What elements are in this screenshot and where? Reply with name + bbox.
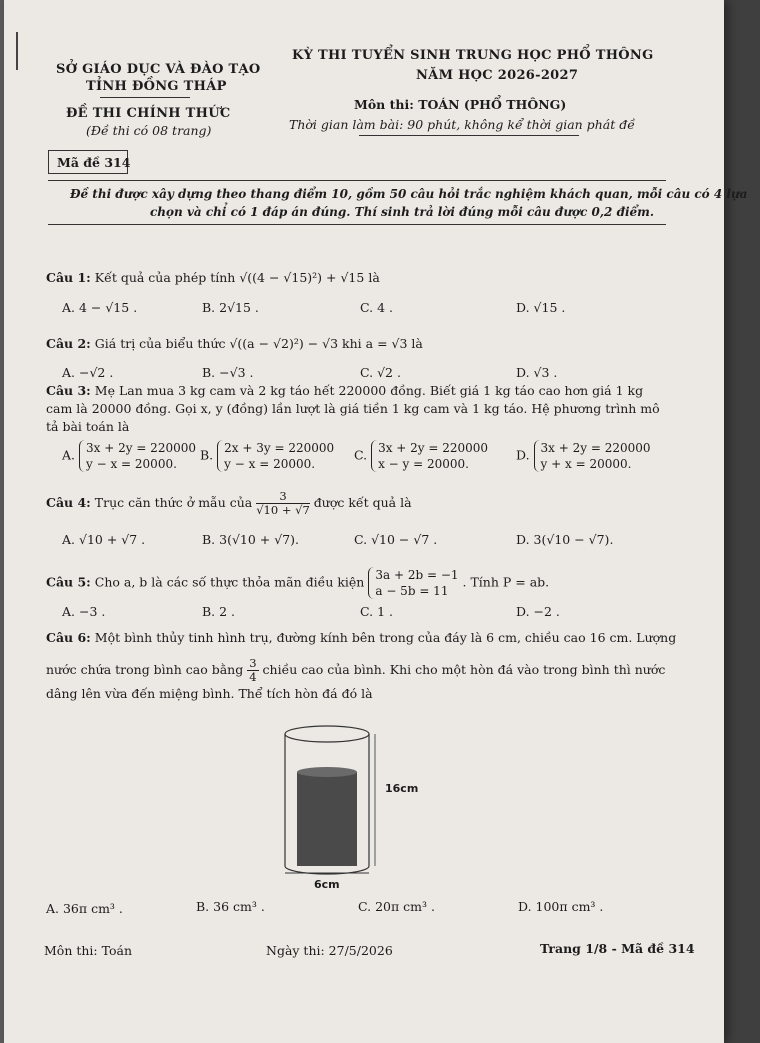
question-number: Câu 2: [46,336,91,351]
diameter-label: 6cm [314,878,340,891]
equation-1: 3x + 2y = 220000 [378,441,489,455]
equation-system [368,567,458,599]
equation-2: x − y = 20000. [378,457,469,471]
question-text: Giá trị của biểu thức √((a − √2)²) − √3 khi a = √3 là [94,336,423,351]
q2-option-c[interactable]: C. √2 . [360,365,401,380]
question-4 [46,490,412,517]
question-text: Mẹ Lan mua 3 kg cam và 2 kg táo hết 220000 đồng. Biết giá 1 kg táo cao hơn giá 1 kg [94,383,644,398]
q2-option-d[interactable]: D. √3 . [516,365,558,380]
header-official: ĐỀ THI CHÍNH THỨC [66,106,231,121]
equation-system [217,440,334,472]
question-number: Câu 1: [46,270,91,285]
subject: Môn thi: TOÁN (PHỔ THÔNG) [354,97,567,112]
question-2 [46,336,423,351]
option-letter: D. [516,447,530,463]
equation-1: 3x + 2y = 220000 [540,441,651,455]
q1-option-b[interactable]: B. 2√15 . [202,300,259,315]
question-expression: √((4 − √15)²) + √15 [239,270,365,285]
question-tail: . Tính P = ab. [462,574,550,590]
q1-option-a[interactable]: A. 4 − √15 . [62,300,138,315]
q4-option-b[interactable]: B. 3(√10 + √7). [202,532,300,547]
header-underline-left [100,97,190,98]
footer-subject: Môn thi: Toán [44,943,133,958]
equation-2: y − x = 20000. [224,457,316,471]
question-text: Cho a, b là các số thực thỏa mãn điều kiện [94,574,365,590]
pen-mark [16,32,18,70]
question-text: nước chứa trong bình cao bằng [46,662,244,677]
q4-option-c[interactable]: C. √10 − √7 . [354,532,438,547]
header-department: SỞ GIÁO DỤC VÀ ĐÀO TẠO [56,62,261,77]
q5-option-b[interactable]: B. 2 . [202,604,236,619]
equation-1: 3a + 2b = −1 [375,568,459,582]
footer-page: Trang 1/8 - Mã đề 314 [540,941,695,956]
question-tail: là [368,270,380,285]
equation-system [534,440,651,472]
equation-2: y − x = 20000. [86,457,177,471]
exam-code: Mã đề 314 [57,155,131,170]
q6-option-c[interactable]: C. 20π cm³ . [358,899,435,914]
question-5 [46,567,549,599]
exam-title: KỲ THI TUYỂN SINH TRUNG HỌC PHỔ THÔNG [292,48,654,63]
equation-1: 3x + 2y = 220000 [86,441,196,455]
equation-1: 2x + 3y = 220000 [224,441,335,455]
option-letter: B. [200,447,214,463]
q2-option-b[interactable]: B. −√3 . [202,365,254,380]
fraction [256,490,310,517]
instructions-line2: chọn và chỉ có 1 đáp án đúng. Thí sinh trả lời đúng mỗi câu được 0,2 điểm. [150,205,655,219]
equation-2: a − 5b = 11 [375,584,449,598]
question-6-line1 [46,630,676,645]
fraction-numerator: 3 [256,490,310,504]
fraction-denominator: 4 [249,670,257,684]
equation-system [79,440,196,472]
q3-option-d[interactable] [516,440,651,472]
question-1 [46,270,380,285]
q6-option-b[interactable]: B. 36 cm³ . [196,899,265,914]
instructions-line1: Đề thi được xây dựng theo thang điểm 10, gồm 50 câu hỏi trắc nghiệm khách quan, mỗi câu có 4 lựa [70,187,748,201]
question-number: Câu 4: [46,495,91,510]
question-text: chiều cao của bình. Khi cho một hòn đá vào trong bình thì nước [262,662,666,677]
q5-option-a[interactable]: A. −3 . [62,604,106,619]
time-info: Thời gian làm bài: 90 phút, không kể thời gian phát đề [289,117,635,132]
equation-system [371,440,488,472]
cylinder-figure [280,718,430,893]
question-tail: được kết quả là [313,495,412,510]
q5-option-d[interactable]: D. −2 . [516,604,560,619]
question-number: Câu 3: [46,383,91,398]
q4-option-d[interactable]: D. 3(√10 − √7). [516,532,614,547]
exam-paper [4,0,748,1043]
question-6-line2 [46,657,665,684]
header-underline-right [359,135,579,136]
header-pages: (Đề thi có 08 trang) [86,123,212,138]
question-3-line1 [46,383,643,398]
fraction [247,657,258,684]
fraction-denominator: √10 + √7 [256,503,310,517]
q6-option-a[interactable]: A. 36π cm³ . [46,901,123,916]
school-year: NĂM HỌC 2026-2027 [416,68,579,83]
q4-option-a[interactable]: A. √10 + √7 . [62,532,146,547]
q5-option-c[interactable]: C. 1 . [360,604,393,619]
fraction-numerator: 3 [249,656,257,670]
option-letter: A. [62,447,76,463]
q3-option-b[interactable] [200,440,334,472]
q1-option-d[interactable]: D. √15 . [516,300,566,315]
question-3-line2: cam là 20000 đồng. Gọi x, y (đồng) lần lượt là giá tiền 1 kg cam và 1 kg táo. Hệ phương trình mô [46,401,660,416]
q3-option-c[interactable] [354,440,488,472]
instructions-top-line [48,180,666,181]
equation-2: y + x = 20000. [540,457,632,471]
instructions-bottom-line [48,224,666,225]
option-letter: C. [354,447,368,463]
question-number: Câu 6: [46,630,91,645]
q3-option-a[interactable] [62,440,196,472]
question-3-line3: tả bài toán là [46,419,130,434]
footer-date: Ngày thi: 27/5/2026 [266,943,393,958]
height-label: 16cm [385,782,419,795]
q2-option-a[interactable]: A. −√2 . [62,365,114,380]
q6-option-d[interactable]: D. 100π cm³ . [518,899,604,914]
q1-option-c[interactable]: C. 4 . [360,300,393,315]
question-number: Câu 5: [46,574,91,590]
question-text: Trục căn thức ở mẫu của [94,495,253,510]
question-text: Một bình thủy tinh hình trụ, đường kính bên trong của đáy là 6 cm, chiều cao 16 cm. Lượng [94,630,677,645]
header-province: TỈNH ĐỒNG THÁP [86,79,227,94]
question-text: Kết quả của phép tính [94,270,236,285]
question-6-line3: dâng lên vừa đến miệng bình. Thể tích hòn đá đó là [46,686,373,701]
